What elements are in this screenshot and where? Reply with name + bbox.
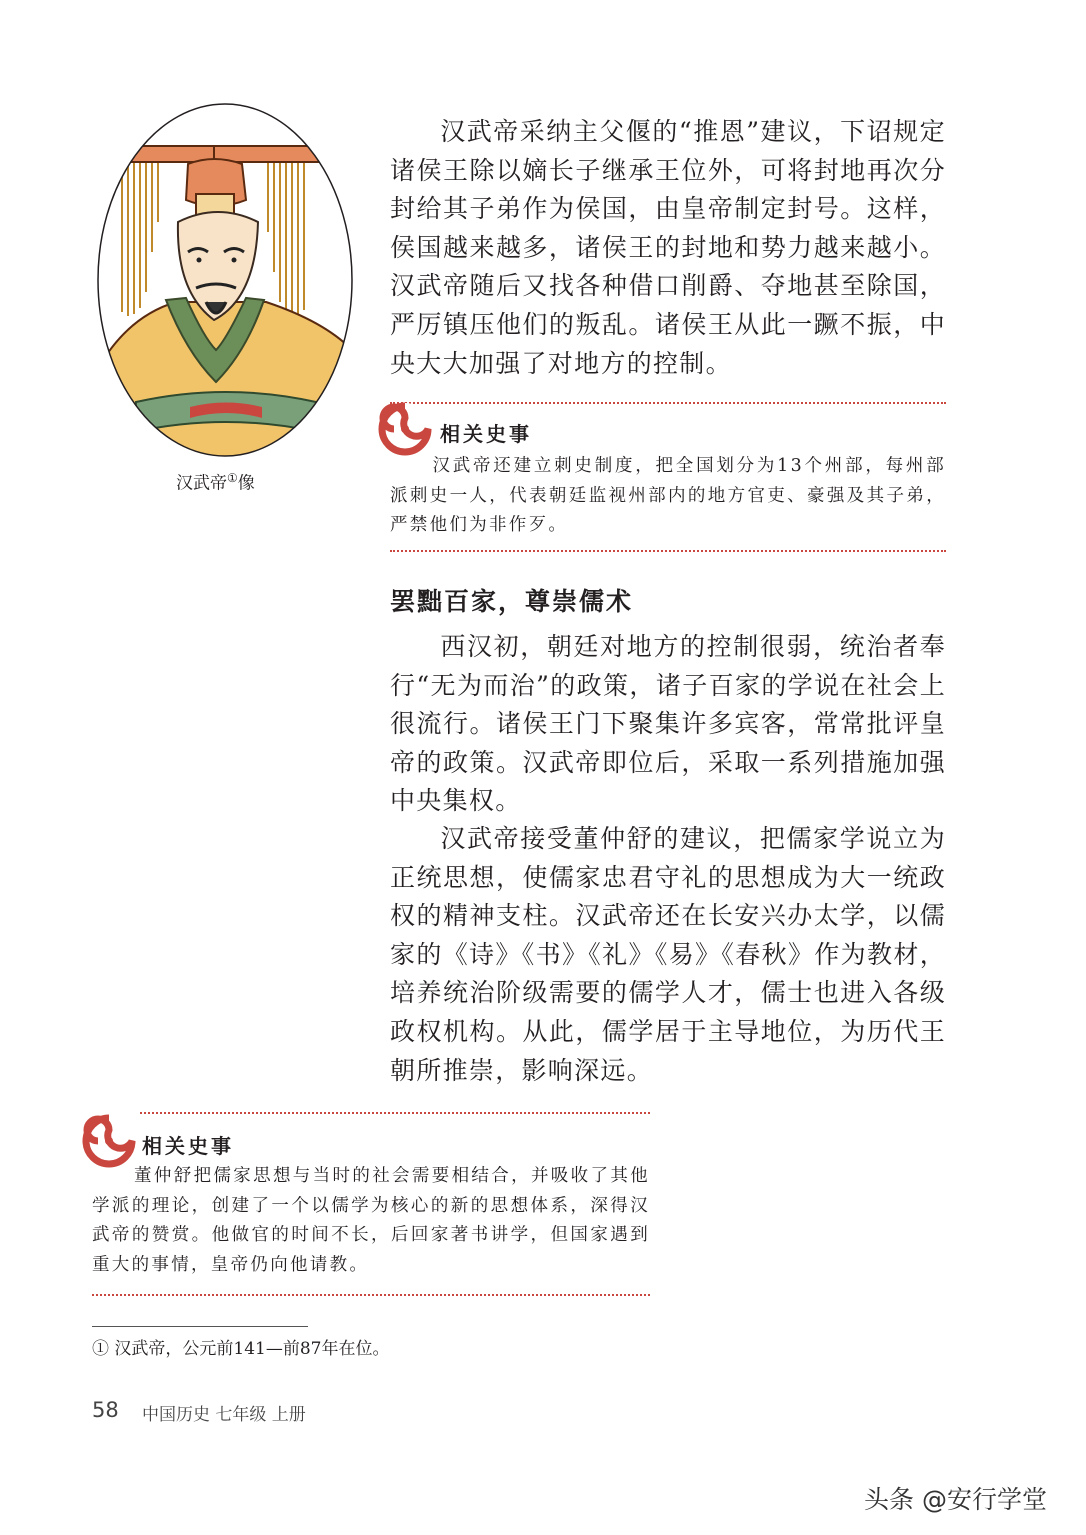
note-body (390, 452, 946, 541)
footnote-mark: ① (227, 471, 238, 485)
emperor-portrait (96, 102, 354, 458)
dotted-divider (390, 402, 946, 404)
dotted-divider (140, 1112, 650, 1114)
dotted-divider (92, 1294, 650, 1296)
note-body (92, 1162, 650, 1280)
dotted-divider (390, 550, 946, 552)
note-title: 相关史事 (440, 422, 532, 446)
note-text: 董仲舒把儒家思想与当时的社会需要相结合，并吸收了其他学派的理论，创建了一个以儒学为核心的新的思想体系，深得汉武帝的赞赏。他做官的时间不长，后回家著书讲学，但国家遇到重大的事情，皇帝仍向他请教。 (92, 1166, 650, 1275)
paragraph-text: 汉武帝采纳主父偃的“推恩”建议，下诏规定诸侯王除以嫡长子继承王位外，可将封地再次分封给其子弟作为侯国，由皇帝制定封号。这样，侯国越来越多，诸侯王的封地和势力越来越小。汉武帝随后又找各种借口削爵、夺地甚至除国，严厉镇压他们的叛乱。诸侯王从此一蹶不振，中央大大加强了对地方的控制。 (390, 117, 946, 378)
body-paragraph-1 (390, 113, 946, 383)
portrait-caption-name: 汉武帝 (176, 473, 227, 494)
body-paragraph-2 (390, 628, 946, 821)
watermark: 头条 @安行学堂 (864, 1485, 1047, 1514)
paragraph-text: 汉武帝接受董仲舒的建议，把儒家学说立为正统思想，使儒家忠君守礼的思想成为大一统政权的精神支柱。汉武帝还在长安兴办太学，以儒家的《诗》《书》《礼》《易》《春秋》作为教材，培养统治阶级需要的儒学人才，儒士也进入各级政权机构。从此，儒学居于主导地位，为历代王朝所推崇，影响深远。 (390, 824, 946, 1085)
page-number: 58 (92, 1398, 119, 1422)
book-title: 中国历史 七年级 上册 (142, 1405, 306, 1425)
footnote-rule (92, 1326, 308, 1327)
body-paragraph-3 (390, 820, 946, 1090)
section-heading: 罢黜百家，尊崇儒术 (390, 587, 634, 616)
swirl-emblem-icon (378, 402, 432, 456)
swirl-emblem-icon (82, 1114, 136, 1168)
footnote: ① 汉武帝，公元前141—前87年在位。 (92, 1339, 390, 1359)
portrait-caption-suffix: 像 (237, 473, 255, 494)
paragraph-text: 西汉初，朝廷对地方的控制很弱，统治者奉行“无为而治”的政策，诸子百家的学说在社会上很流行。诸侯王门下聚集许多宾客，常常批评皇帝的政策。汉武帝即位后，采取一系列措施加强中央集权。 (390, 632, 946, 816)
portrait-caption (176, 466, 255, 496)
note-text: 汉武帝还建立刺史制度，把全国划分为13个州部，每州部派刺史一人，代表朝廷监视州部内的地方官吏、豪强及其子弟，严禁他们为非作歹。 (390, 456, 946, 535)
note-title: 相关史事 (142, 1134, 234, 1158)
